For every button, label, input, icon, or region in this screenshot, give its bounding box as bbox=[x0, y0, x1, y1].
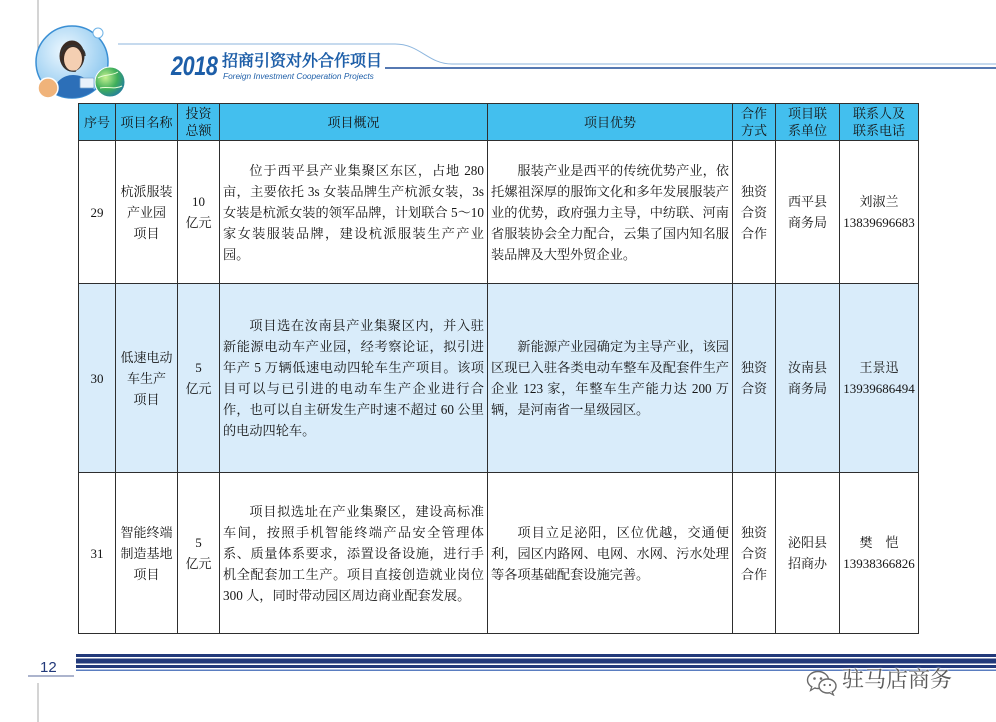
cell-advantages bbox=[488, 141, 733, 284]
project-overview: 项目选在汝南县产业集聚区内，并入驻新能源电动车产业园，经考察论证，拟引进年产 5 万辆低速电动四轮车生产项目。该项目可以与已引进的电动车生产企业进行合作，也可以自主研发生产时速不超过 60 公里的电动四轮车。 bbox=[223, 318, 484, 438]
page-title: 招商引资对外合作项目 bbox=[222, 51, 383, 70]
cell-cooperation bbox=[733, 284, 776, 473]
investment-amount: 10 bbox=[192, 194, 205, 209]
table-row bbox=[79, 141, 919, 284]
investment-unit: 亿元 bbox=[185, 381, 212, 396]
contact-unit: 西平县商务局 bbox=[787, 194, 827, 230]
header-no: 序号 bbox=[79, 104, 116, 141]
cell-name bbox=[116, 141, 178, 284]
contact-name: 王景迅 bbox=[859, 360, 899, 375]
cooperation-mode: 独资合资合作 bbox=[740, 524, 767, 582]
projects-table bbox=[78, 103, 919, 634]
cooperation-mode: 独资合资 bbox=[740, 360, 767, 396]
cell-investment bbox=[178, 284, 220, 473]
investment-amount: 5 bbox=[195, 360, 202, 375]
header-contact-label: 联系人及联系电话 bbox=[852, 106, 905, 138]
cell-name bbox=[116, 473, 178, 634]
project-name: 低速电动 车生产 项目 bbox=[120, 349, 173, 407]
cell-contact bbox=[840, 284, 919, 473]
project-number: 30 bbox=[90, 370, 104, 386]
project-advantages: 项目立足泌阳，区位优越，交通便利，园区内路网、电网、水网、污水处理等各项基础配套设施完善。 bbox=[491, 524, 729, 582]
investment-unit: 亿元 bbox=[185, 556, 212, 571]
cell-contact-unit bbox=[776, 141, 840, 284]
project-overview: 项目拟选址在产业集聚区，建设高标准车间，按照手机智能终端产品安全管理体系、质量体系要求，添置设备设施，进行手机全配套加工生产。项目直接创造就业岗位 300 人，同时带动园区周边商业配套发展。 bbox=[223, 503, 484, 603]
cell-contact bbox=[840, 141, 919, 284]
cell-no bbox=[79, 141, 116, 284]
header-contact-unit bbox=[776, 104, 840, 141]
project-number: 29 bbox=[90, 204, 104, 220]
cell-contact-unit bbox=[776, 284, 840, 473]
cell-no bbox=[79, 473, 116, 634]
cell-contact bbox=[840, 473, 919, 634]
page-number: 12 bbox=[40, 659, 57, 676]
cell-investment bbox=[178, 473, 220, 634]
cell-cooperation bbox=[733, 473, 776, 634]
header-overview: 项目概况 bbox=[220, 104, 488, 141]
contact-phone: 13938366826 bbox=[843, 556, 915, 571]
contact-unit: 汝南县商务局 bbox=[787, 360, 827, 396]
header-name: 项目名称 bbox=[116, 104, 178, 141]
cell-name bbox=[116, 284, 178, 473]
watermark-text: 驻马店商务 bbox=[842, 668, 953, 693]
cell-advantages bbox=[488, 473, 733, 634]
table-header-row bbox=[79, 104, 919, 141]
cell-advantages bbox=[488, 284, 733, 473]
header-advantages: 项目优势 bbox=[488, 104, 733, 141]
cell-investment bbox=[178, 141, 220, 284]
project-advantages: 服装产业是西平的传统优势产业，依托嫘祖深厚的服饰文化和多年发展服装产业的优势，政府强力主导，中纺联、河南省服装协会全力配合，云集了国内知名服装品牌及大型外贸企业。 bbox=[491, 162, 729, 262]
project-name: 智能终端 制造基地 项目 bbox=[120, 524, 173, 582]
cell-no bbox=[79, 284, 116, 473]
cell-overview bbox=[220, 473, 488, 634]
header-contact bbox=[840, 104, 919, 141]
contact-name: 樊 恺 bbox=[859, 535, 899, 550]
logo bbox=[36, 26, 125, 100]
project-name: 杭派服装 产业园 项目 bbox=[120, 183, 173, 241]
cell-overview bbox=[220, 284, 488, 473]
contact-phone: 13939686494 bbox=[843, 381, 915, 396]
contact-phone: 13839696683 bbox=[843, 215, 915, 230]
investment-unit: 亿元 bbox=[185, 215, 212, 230]
cell-cooperation bbox=[733, 141, 776, 284]
header-investment bbox=[178, 104, 220, 141]
project-overview: 位于西平县产业集聚区东区，占地 280 亩，主要依托 3s 女装品牌生产杭派女装，3s 女装是杭派女装的领军品牌，计划联合 5～10 家女装服装品牌，建设杭派服装生产产业园。 bbox=[223, 162, 484, 262]
header-cooperation-label: 合作方式 bbox=[740, 106, 767, 138]
title-year: 2018 bbox=[171, 51, 218, 81]
cell-overview bbox=[220, 141, 488, 284]
wechat-icon bbox=[806, 670, 838, 696]
header-decoration bbox=[0, 0, 996, 100]
cell-contact-unit bbox=[776, 473, 840, 634]
project-advantages: 新能源产业园确定为主导产业，该园区现已入驻各类电动车整车及配套件生产企业 123 家，年整车生产能力达 200 万辆，是河南省一星级园区。 bbox=[491, 339, 729, 417]
contact-name: 刘淑兰 bbox=[859, 194, 899, 209]
header-contact-unit-label: 项目联系单位 bbox=[787, 106, 827, 138]
contact-unit: 泌阳县招商办 bbox=[787, 535, 827, 571]
cooperation-mode: 独资合资合作 bbox=[740, 183, 767, 241]
header-investment-label: 投资总额 bbox=[185, 106, 212, 138]
table-row bbox=[79, 284, 919, 473]
project-number: 31 bbox=[90, 545, 104, 561]
page-subtitle: Foreign Investment Cooperation Projects bbox=[223, 71, 374, 81]
table-row bbox=[79, 473, 919, 634]
investment-amount: 5 bbox=[195, 535, 202, 550]
header-cooperation bbox=[733, 104, 776, 141]
